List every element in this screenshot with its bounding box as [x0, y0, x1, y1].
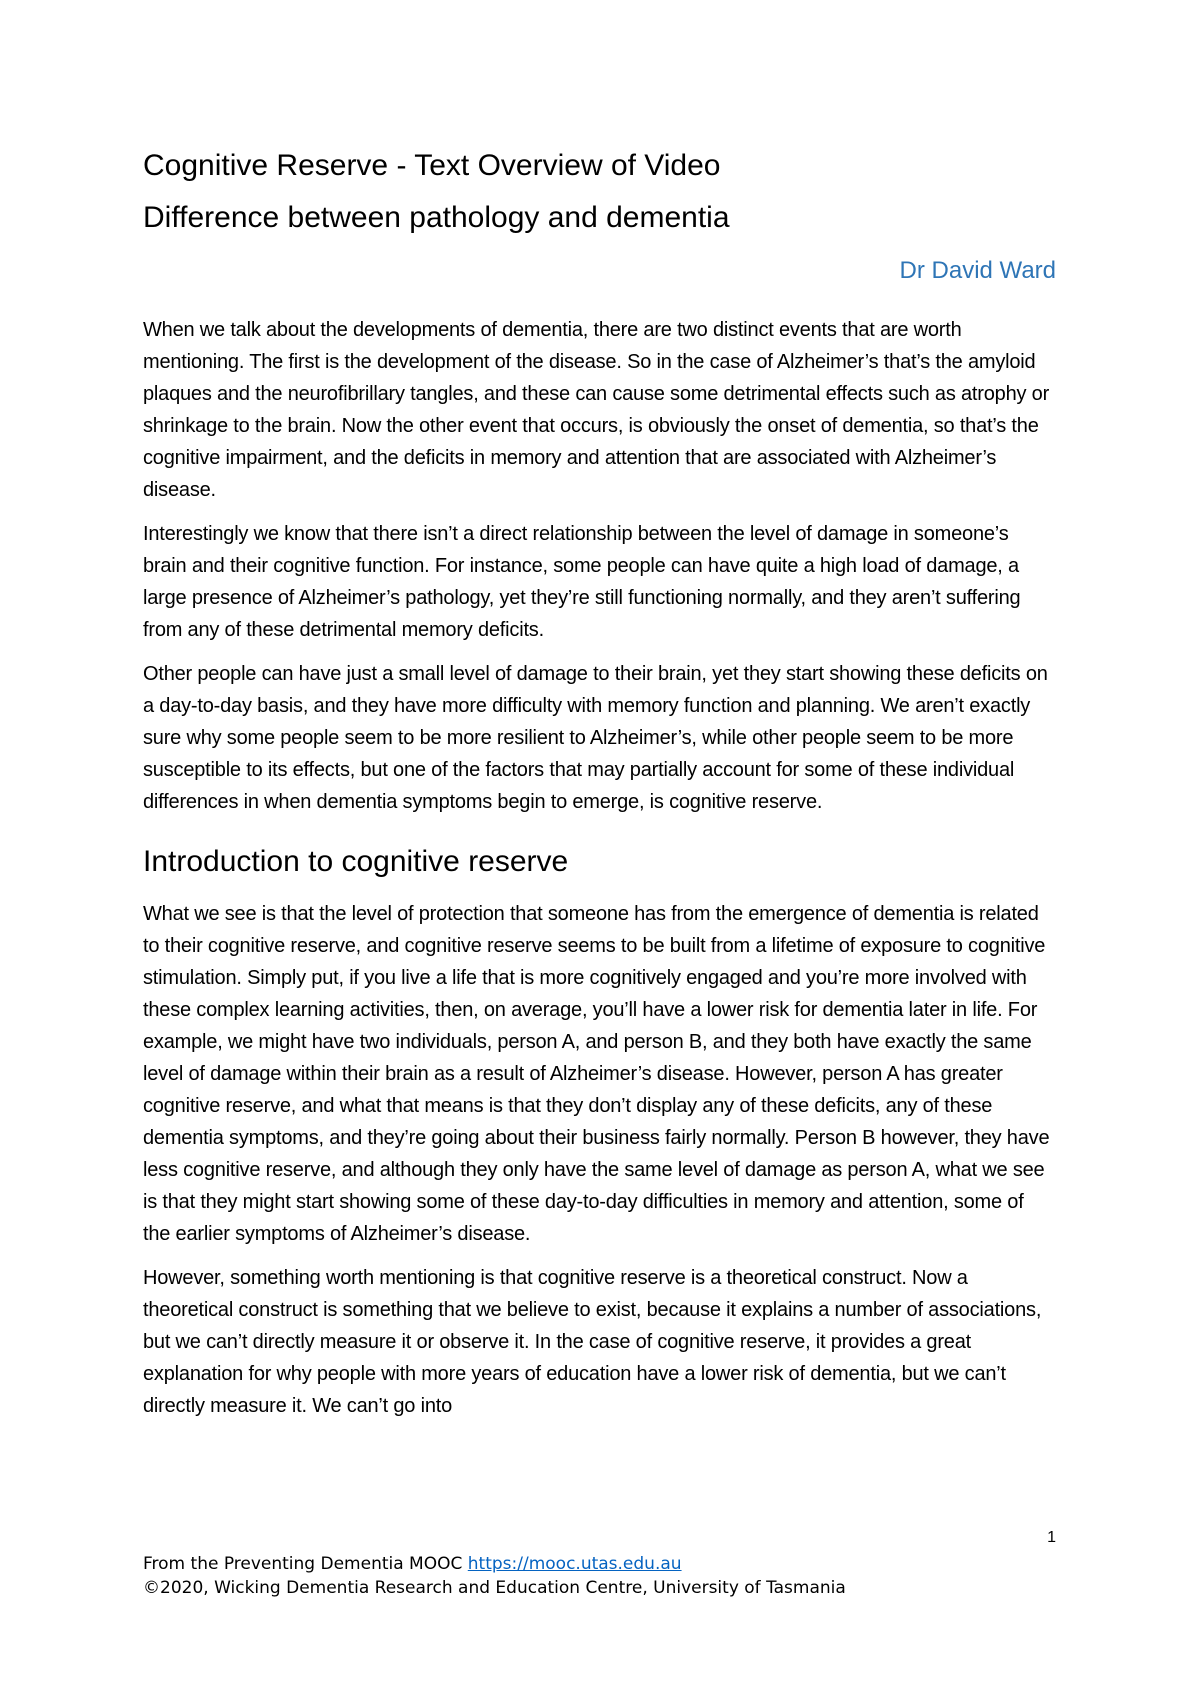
page-footer [143, 1552, 846, 1600]
paragraph: When we talk about the developments of dementia, there are two distinct events that are worth mentioning. The first is the development of the disease. So in the case of Alzheimer’s that’s the amyloid plaques and the neurofibrillary tangles, and these can cause some detrimental effects such as atrophy or shrinkage to the brain. Now the other event that occurs, is obviously the onset of dementia, so that’s the cognitive impairment, and the deficits in memory and attention that are associated with Alzheimer’s disease. [143, 319, 1050, 501]
document-subtitle: Difference between pathology and dementia [143, 201, 730, 234]
paragraph: However, something worth mentioning is that cognitive reserve is a theoretical construct. Now a theoretical construct is something that we believe to exist, because it explains a number of associations, but we can’t directly measure it or observe it. In the case of cognitive reserve, it provides a great explanation for why people with more years of education have a lower risk of dementia, but we can’t directly measure it. We can’t go into [143, 1267, 1042, 1417]
section-heading: Introduction to cognitive reserve [143, 845, 569, 878]
document-body [143, 148, 1056, 1434]
paragraph: Other people can have just a small level of damage to their brain, yet they start showing these deficits on a day-to-day basis, and they have more difficulty with memory function and planning. We aren’t exactly sure why some people seem to be more resilient to Alzheimer’s, while other people seem to be more susceptible to its effects, but one of the factors that may partially account for some of these individual differences in when dementia symptoms begin to emerge, is cognitive reserve. [143, 663, 1048, 813]
paragraph: What we see is that the level of protection that someone has from the emergence of dementia is related to their cognitive reserve, and cognitive reserve seems to be built from a lifetime of exposure to cognitive stimulation. Simply put, if you live a life that is more cognitively engaged and you’re more involved with these complex learning activities, then, on average, you’ll have a lower risk for dementia later in life. For example, we might have two individuals, person A, and person B, and they both have exactly the same level of damage within their brain as a result of Alzheimer’s disease. However, person A has greater cognitive reserve, and what that means is that they don’t display any of these deficits, any of these dementia symptoms, and they’re going about their business fairly normally. Person B however, they have less cognitive reserve, and although they only have the same level of damage as person A, what we see is that they might start showing some of these day-to-day difficulties in memory and attention, some of the earlier symptoms of Alzheimer’s disease. [143, 903, 1050, 1245]
author-name: Dr David Ward [899, 257, 1056, 284]
page-number: 1 [1047, 1529, 1056, 1546]
footer-copyright: ©2020, Wicking Dementia Research and Education Centre, University of Tasmania [143, 1578, 846, 1598]
paragraph: Interestingly we know that there isn’t a direct relationship between the level of damage in someone’s brain and their cognitive function. For instance, some people can have quite a high load of damage, a large presence of Alzheimer’s pathology, yet they’re still functioning normally, and they aren’t suffering from any of these detrimental memory deficits. [143, 523, 1021, 641]
footer-source-text: From the Preventing Dementia MOOC [143, 1554, 468, 1574]
footer-source-line [143, 1552, 846, 1576]
document-title: Cognitive Reserve - Text Overview of Video [143, 149, 721, 182]
footer-source-link[interactable]: https://mooc.utas.edu.au [467, 1554, 682, 1574]
